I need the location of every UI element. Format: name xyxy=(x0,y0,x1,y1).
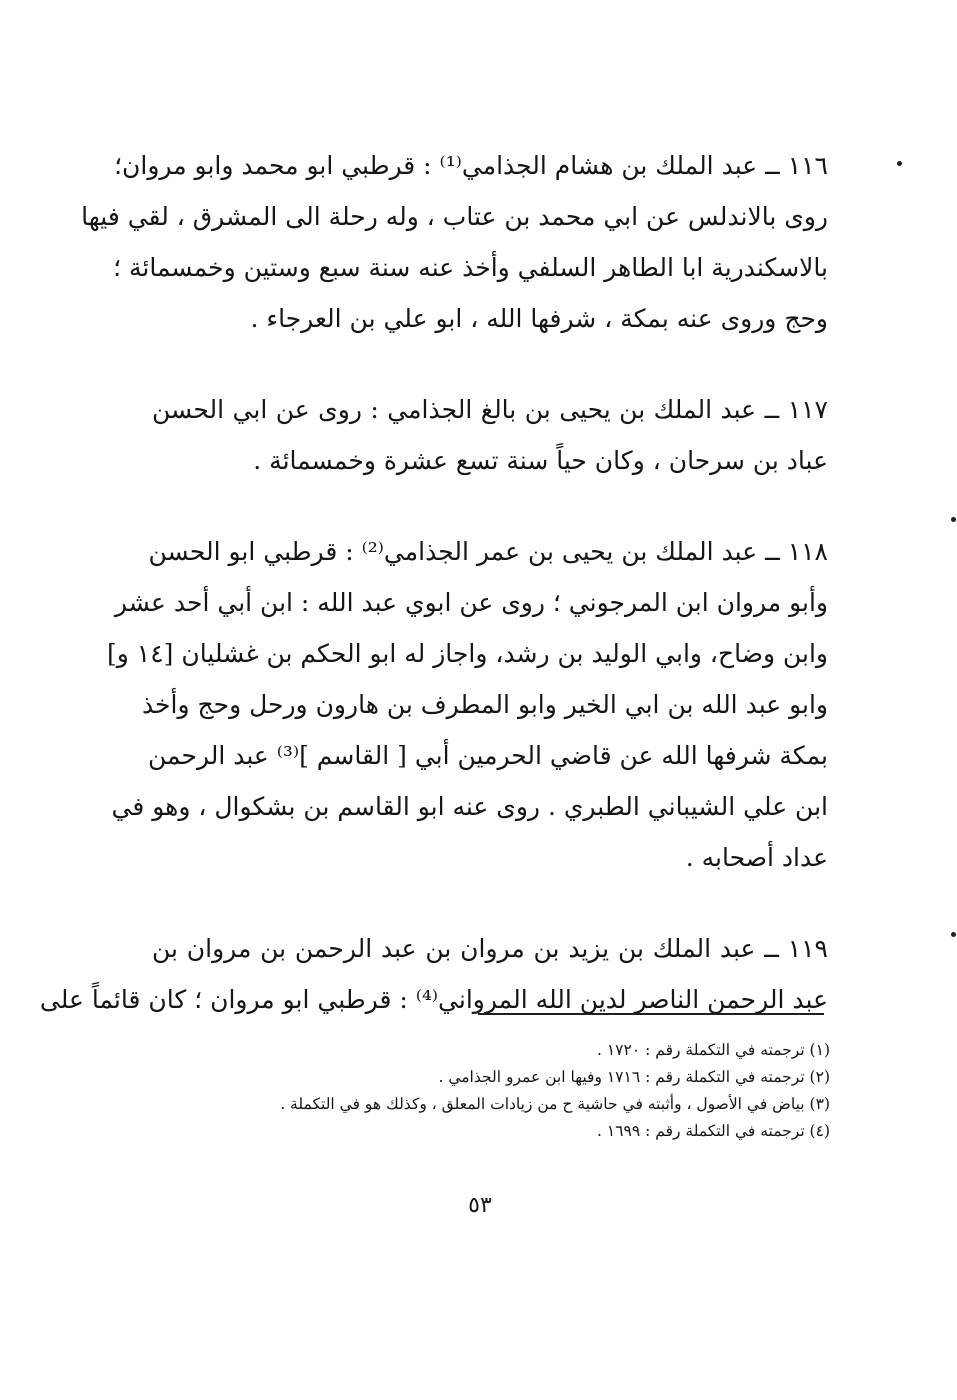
text-line: عبد الرحمن الناصر لدين الله المرواني⁽⁴⁾ : قرطبي ابو مروان ؛ كان قائماً على xyxy=(39,985,828,1014)
footnote-separator xyxy=(478,1013,824,1015)
text-line: بالاسكندرية ابا الطاهر السلفي وأخذ عنه سنة سبع وستين وخمسمائة ؛ xyxy=(113,253,828,282)
footnote-4: (٤) ترجمته في التكملة رقم : ١٦٩٩ . xyxy=(597,1122,830,1140)
scan-speck xyxy=(951,517,956,522)
scan-speck xyxy=(951,932,956,937)
entry-116 xyxy=(81,140,828,344)
footnote-2: (٢) ترجمته في التكملة رقم : ١٧١٦ وفيها ابن عمرو الجذامي . xyxy=(438,1068,830,1086)
entry-118 xyxy=(107,526,828,883)
text-line: روى بالاندلس عن ابي محمد بن عتاب ، وله رحلة الى المشرق ، لقي فيها xyxy=(81,202,828,231)
text-line: ١١٩ ــ عبد الملك بن يزيد بن مروان بن عبد الرحمن بن مروان بن xyxy=(152,934,828,963)
scan-speck xyxy=(897,161,902,166)
text-line: ابن علي الشيباني الطبري . روى عنه ابو القاسم بن بشكوال ، وهو في xyxy=(111,792,828,821)
text-line: وابو عبد الله بن ابي الخير وابو المطرف بن هارون ورحل وحج وأخذ xyxy=(141,690,828,719)
footnote-3: (٣) بياض في الأصول ، وأثبته في حاشية ح من زيادات المعلق ، وكذلك هو في التكملة . xyxy=(280,1095,830,1113)
text-line: عداد أصحابه . xyxy=(685,843,828,872)
text-line: وأبو مروان ابن المرجوني ؛ روى عن ابوي عبد الله : ابن أبي أحد عشر xyxy=(114,588,828,617)
entry-119 xyxy=(39,923,828,1025)
text-line: ١١٨ ــ عبد الملك بن يحيى بن عمر الجذامي⁽²⁾ : قرطبي ابو الحسن xyxy=(148,537,828,566)
footnote-1: (١) ترجمته في التكملة رقم : ١٧٢٠ . xyxy=(597,1041,830,1059)
text-line: وحج وروى عنه بمكة ، شرفها الله ، ابو علي بن العرجاء . xyxy=(250,304,828,333)
text-line: وابن وضاح، وابي الوليد بن رشد، واجاز له ابو الحكم بن غشليان [١٤ و] xyxy=(107,639,828,668)
text-line: ١١٧ ــ عبد الملك بن يحيى بن بالغ الجذامي : روى عن ابي الحسن xyxy=(152,395,828,424)
footnotes xyxy=(150,1037,830,1145)
main-text xyxy=(39,140,828,1065)
entry-117 xyxy=(152,384,828,486)
text-line: ١١٦ ــ عبد الملك بن هشام الجذامي⁽¹⁾ : قرطبي ابو محمد وابو مروان؛ xyxy=(114,151,828,180)
page-number: ٥٣ xyxy=(468,1193,492,1218)
text-line: بمكة شرفها الله عن قاضي الحرمين أبي [ القاسم ]⁽³⁾ عبد الرحمن xyxy=(147,741,828,770)
text-line: عباد بن سرحان ، وكان حياً سنة تسع عشرة وخمسمائة . xyxy=(253,446,828,475)
